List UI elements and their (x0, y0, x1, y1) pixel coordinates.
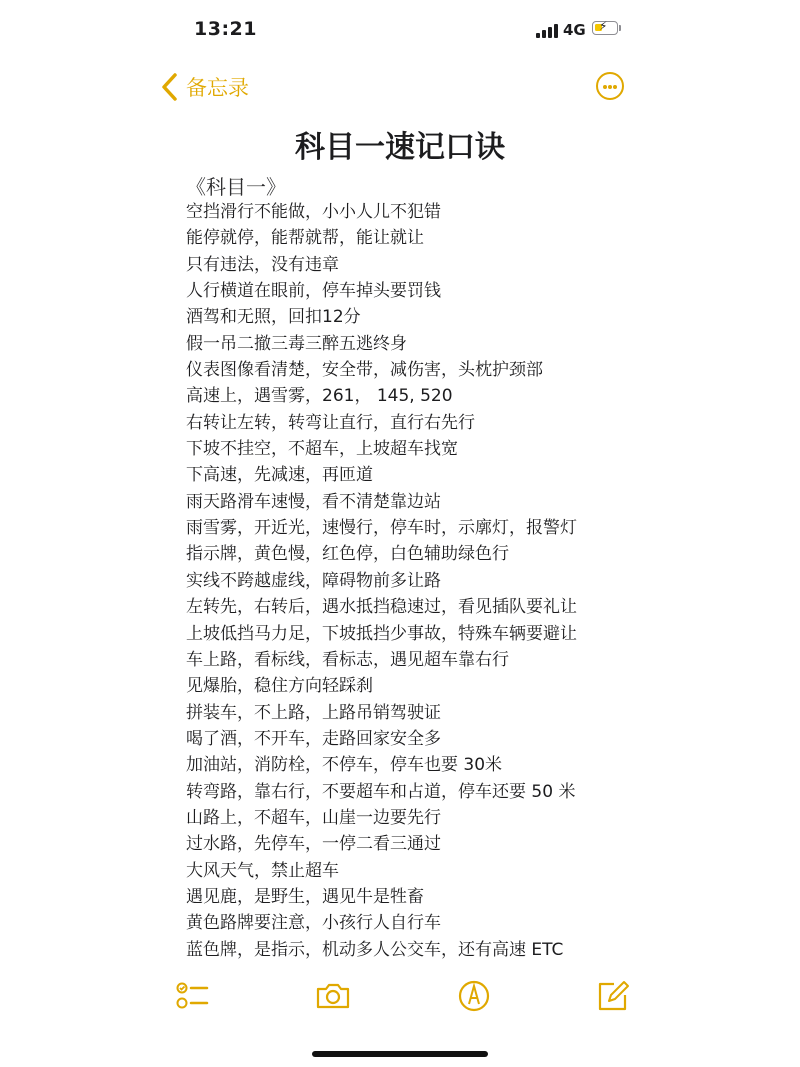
ellipsis-dot (608, 85, 612, 89)
back-button[interactable] (160, 72, 249, 102)
note-line: 左转先，右转后，遇水抵挡稳速过，看见插队要礼让 (186, 597, 577, 618)
markup-button[interactable] (456, 976, 492, 1016)
camera-icon (315, 976, 351, 1016)
note-line: 转弯路，靠右行，不要超车和占道，停车还要 50 米 (186, 781, 576, 802)
chevron-left-icon (160, 72, 180, 102)
note-title[interactable]: 科目一速记口诀 (295, 130, 505, 165)
note-line: 空挡滑行不能做，小小人儿不犯错 (186, 202, 441, 222)
note-line: 雨天路滑车速慢，看不清楚靠边站 (186, 491, 441, 512)
network-type: 4G (563, 21, 586, 39)
note-line: 见爆胎，稳住方向轻踩刹 (186, 676, 373, 697)
note-line: 高速上，遇雪雾，261， 145, 520 (186, 386, 453, 407)
note-line: 车上路，看标线，看标志，遇见超车靠右行 (186, 649, 509, 670)
note-line: 只有违法，没有违章 (186, 254, 339, 275)
camera-button[interactable] (315, 976, 351, 1016)
note-line: 能停就停，能帮就帮，能让就让 (186, 228, 424, 249)
note-line: 大风天气，禁止超车 (186, 860, 339, 881)
note-body[interactable] (186, 199, 577, 963)
note-line: 下高速，先减速，再匝道 (186, 465, 373, 486)
battery-cap (619, 25, 621, 31)
note-line: 过水路，先停车，一停二看三通过 (186, 834, 441, 855)
more-options-button[interactable] (596, 72, 624, 100)
status-bar (0, 0, 800, 60)
note-line: 黄色路牌要注意，小孩行人自行车 (186, 913, 441, 934)
note-line: 假一吊二撤三毒三醉五逃终身 (186, 333, 407, 354)
note-line: 遇见鹿，是野生，遇见牛是牲畜 (186, 886, 424, 907)
note-line: 下坡不挂空，不超车，上坡超车找宽 (186, 439, 458, 460)
battery-icon (592, 21, 618, 35)
note-line: 喝了酒，不开车，走路回家安全多 (186, 728, 441, 749)
note-line: 上坡低挡马力足，下坡抵挡少事故，特殊车辆要避让 (186, 623, 577, 644)
note-line: 山路上，不超车，山崖一边要先行 (186, 807, 441, 828)
charging-bolt-icon: ⚡ (599, 19, 608, 33)
navigation-bar (0, 62, 800, 112)
cellular-signal-icon (536, 24, 558, 38)
note-line: 实线不跨越虚线，障碍物前多让路 (186, 570, 441, 591)
home-indicator[interactable] (312, 1051, 488, 1057)
note-line: 雨雪雾，开近光，速慢行，停车时，示廓灯，报警灯 (186, 518, 577, 539)
ellipsis-dot (603, 85, 607, 89)
note-line: 人行横道在眼前，停车掉头要罚钱 (186, 281, 441, 302)
note-line: 加油站，消防栓，不停车，停车也要 30米 (186, 755, 503, 776)
note-line: 蓝色牌，是指示，机动多人公交车，还有高速 ETC (186, 939, 564, 960)
back-button-label: 备忘录 (186, 76, 249, 100)
bottom-toolbar (0, 976, 800, 1020)
note-line: 指示牌，黄色慢，红色停，白色辅助绿色行 (186, 544, 509, 565)
compose-icon (594, 976, 630, 1016)
note-subtitle[interactable]: 《科目一》 (186, 175, 286, 199)
checklist-button[interactable] (174, 976, 210, 1016)
markup-pen-icon (456, 976, 492, 1016)
note-line: 拼装车，不上路，上路吊销驾驶证 (186, 702, 441, 723)
note-line: 酒驾和无照，回扣12分 (186, 307, 361, 328)
note-line: 右转让左转，转弯让直行，直行右先行 (186, 412, 475, 433)
ellipsis-dot (613, 85, 617, 89)
note-line: 仪表图像看清楚，安全带，减伤害，头枕护颈部 (186, 360, 543, 381)
status-time: 13:21 (194, 18, 257, 40)
compose-button[interactable] (594, 976, 630, 1016)
checklist-icon (174, 976, 210, 1016)
